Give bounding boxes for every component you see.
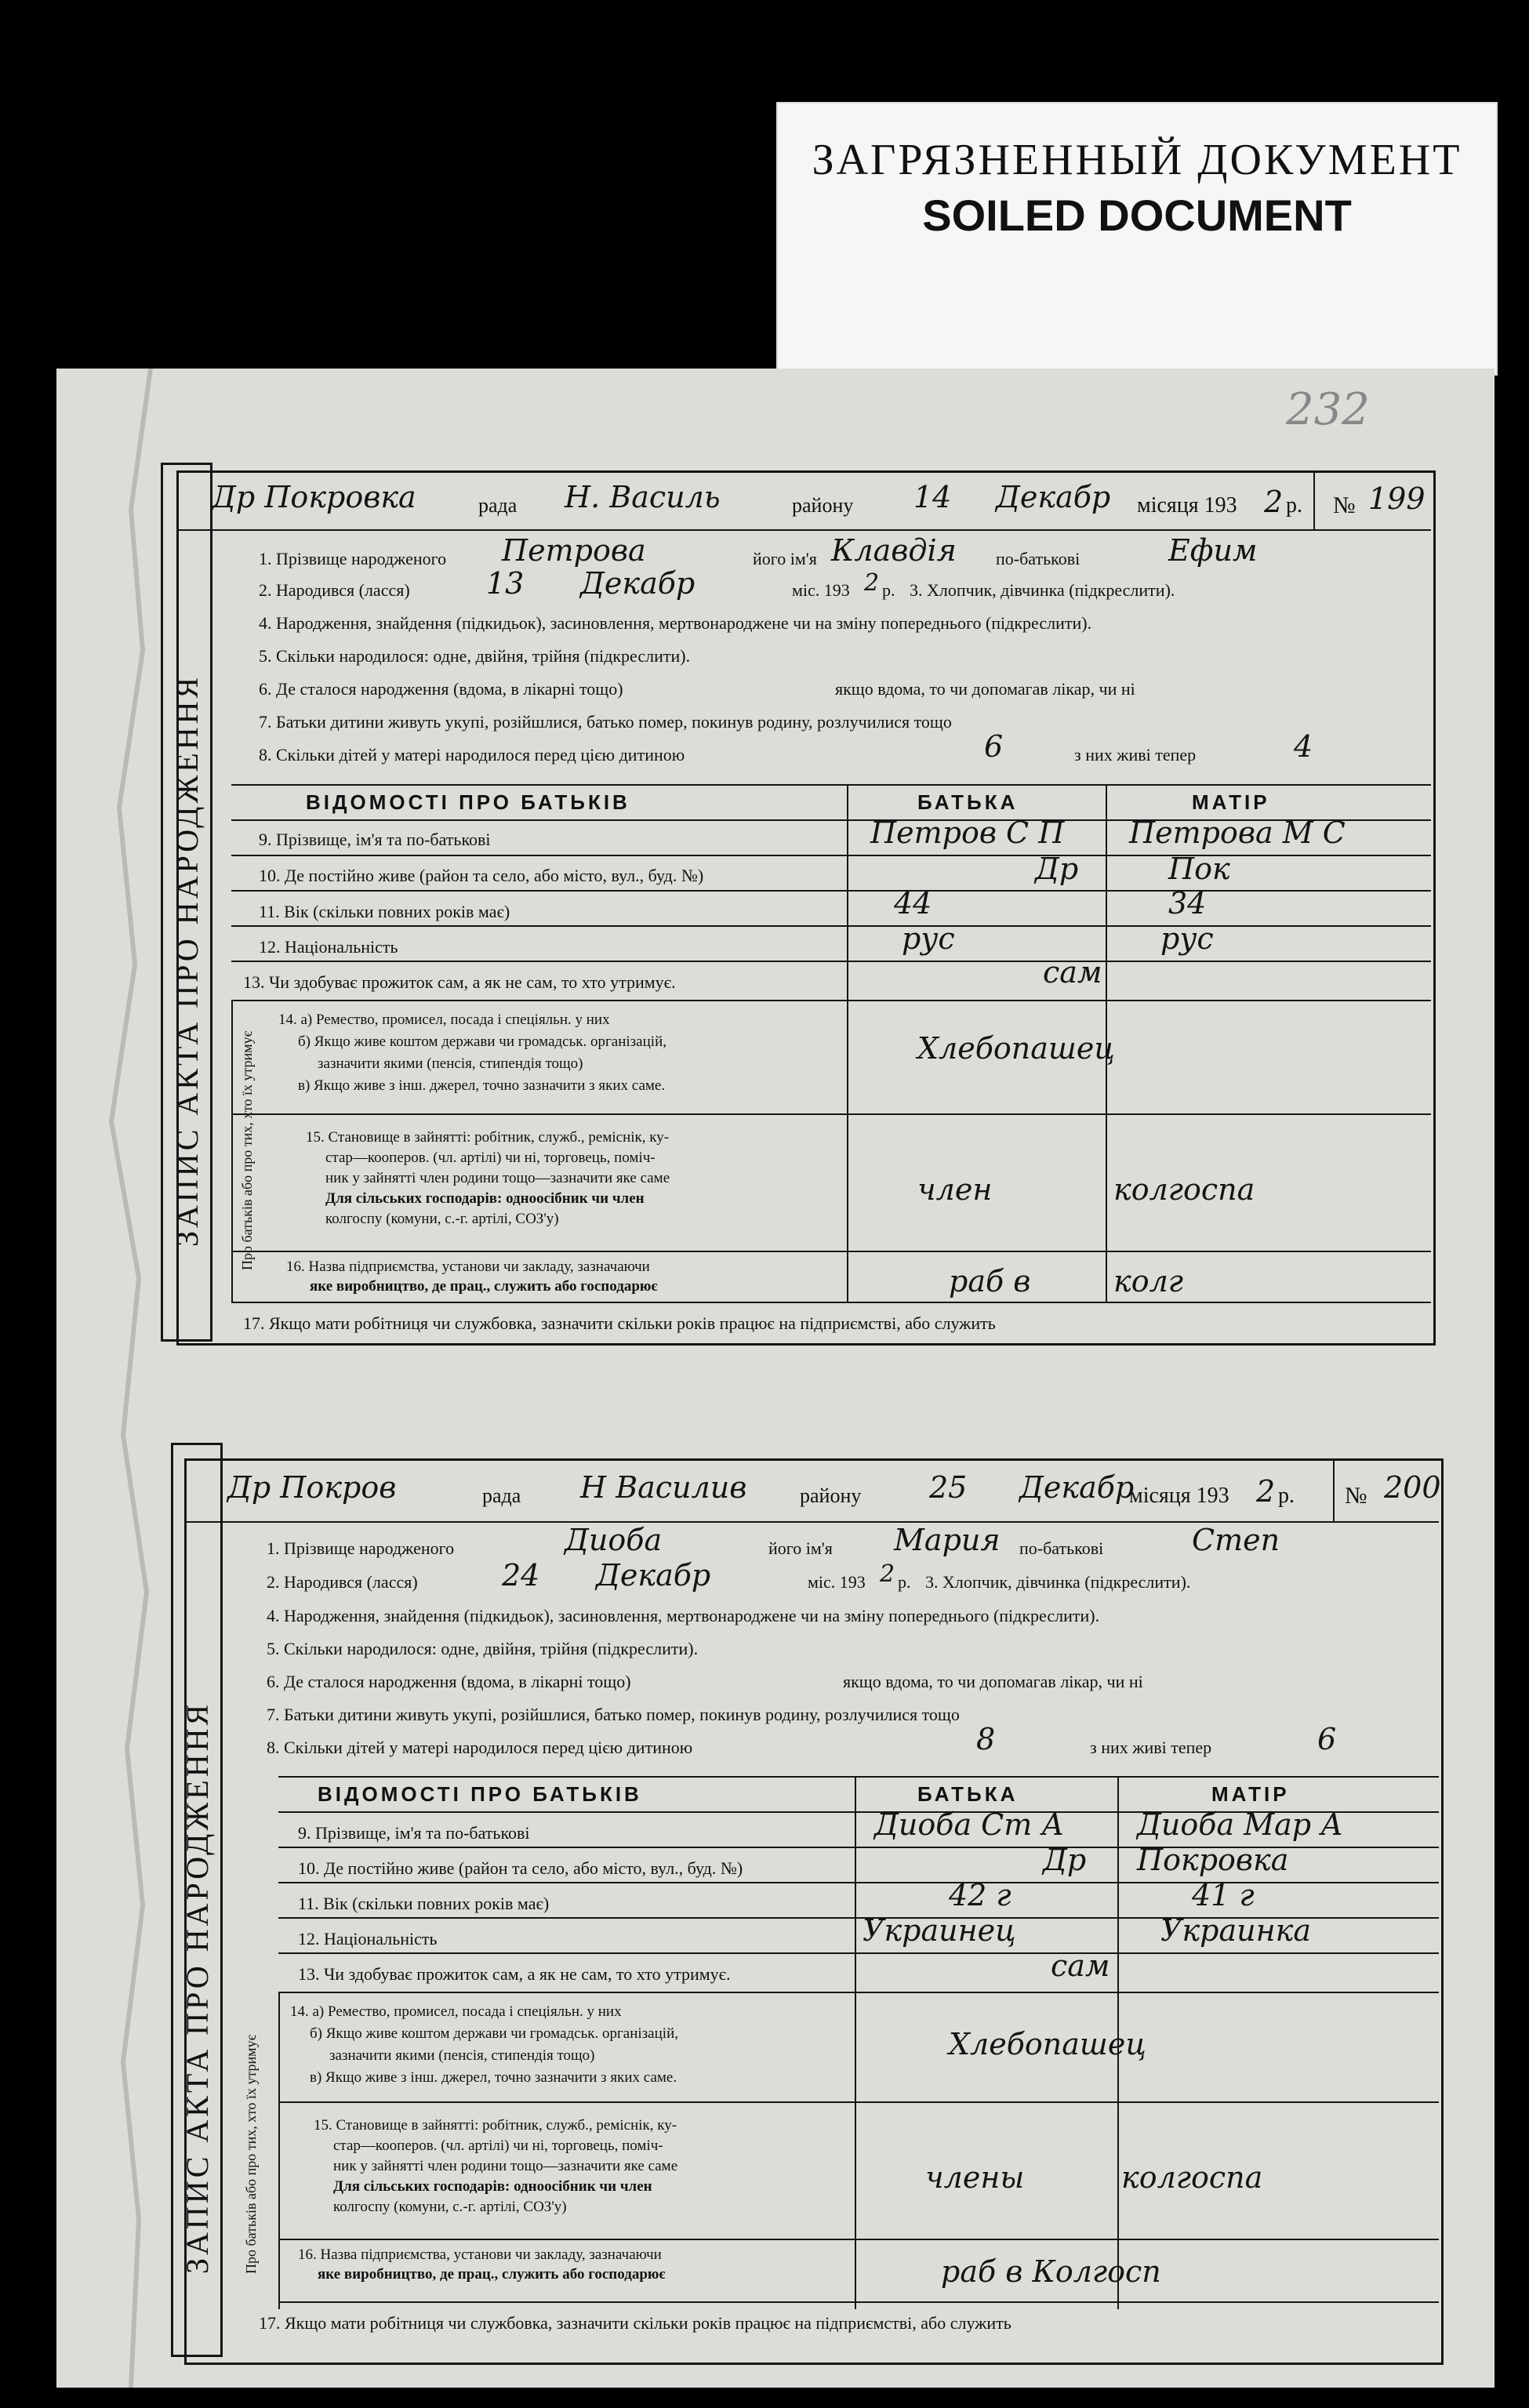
row10: 10. Де постійно живе (район та село, або місто, вул., буд. №) [298, 1858, 743, 1878]
father-workplace: раб в [949, 1264, 1031, 1298]
table-head-father: БАТЬКА [917, 790, 1019, 814]
row15d: Для сільських господарів: одноосібник чи член [333, 2178, 652, 2195]
l1b: його ім'я [753, 549, 817, 568]
l8b: з них живі тепер [1090, 1738, 1212, 1757]
row9: 9. Прізвище, ім'я та по-батькові [298, 1823, 530, 1843]
mother-status: колгоспа [1113, 1172, 1255, 1207]
soiled-document-label [776, 102, 1498, 376]
row14b: б) Якщо живе коштом держави чи громадськ. організацій, [310, 2025, 678, 2042]
father-status: член [917, 1172, 993, 1207]
side-small: Про батьків або про тих, хто їх утримує [239, 1030, 255, 1270]
mother-age: 34 [1168, 886, 1207, 921]
l5: 5. Скільки народилося: одне, двійня, трійня (підкреслити). [267, 1639, 699, 1658]
dob-month: Декабр [596, 1558, 711, 1593]
raion-word: району [792, 494, 854, 517]
given-name: Клавдія [831, 533, 957, 568]
side-title: ЗАПИС АКТА ПРО НАРОДЖЕННЯ [180, 1701, 215, 2274]
surname: Петрова [502, 533, 646, 568]
l1c: по-батькові [1019, 1538, 1104, 1558]
record-number: 200 [1384, 1470, 1441, 1505]
dob-day: 13 [486, 566, 525, 601]
l1c: по-батькові [996, 549, 1080, 568]
row14d: в) Якщо живе з інш. джерел, точно зазначити з яких саме. [310, 2069, 677, 2086]
support: сам [1051, 1949, 1110, 1983]
row15e: колгоспу (комуни, с.-г. артілі, СОЗ'у) [325, 1211, 559, 1227]
month-word: місяця 193 [1137, 493, 1237, 518]
row15b: стар—кооперов. (чл. артілі) чи ні, торговець, поміч- [333, 2137, 663, 2154]
row14b: б) Якщо живе коштом держави чи громадськ. організацій, [298, 1033, 666, 1050]
row16a: 16. Назва підприємства, установи чи закладу, зазначаючи [298, 2246, 662, 2263]
record-number: 199 [1368, 481, 1425, 516]
row13: 13. Чи здобуває прожиток сам, а як не сам, то хто утримує. [298, 1964, 731, 1984]
village: Др Покровка [212, 480, 416, 514]
row15c: ник у зайнятті член родини тощо—зазначити яке саме [333, 2158, 678, 2174]
children-alive: 4 [1294, 729, 1313, 764]
row16a: 16. Назва підприємства, установи чи закладу, зазначаючи [286, 1258, 650, 1275]
table-head-left: ВІДОМОСТІ ПРО БАТЬКІВ [306, 790, 630, 814]
row16b: яке виробництво, де прац., служить або господарює [310, 1278, 658, 1295]
l3: 3. Хлопчик, дівчинка (підкреслити). [910, 580, 1175, 600]
row17: 17. Якщо мати робітниця чи службовка, зазначити скільки років працює на підприємстві, або служить [243, 1313, 996, 1333]
l5: 5. Скільки народилося: одне, двійня, трійня (підкреслити). [259, 646, 691, 666]
father-occupation: Хлебопашец [917, 1031, 1115, 1066]
row14a: 14. а) Ремество, промисел, посада і спеціяльн. у них [278, 1012, 610, 1028]
surname: Диоба [565, 1523, 663, 1557]
mother-workplace: колг [1113, 1264, 1183, 1298]
father-name: Диоба Ст А [874, 1807, 1065, 1842]
mother-nat: Украинка [1160, 1913, 1311, 1948]
father-name: Петров С П [870, 815, 1065, 850]
l7: 7. Батьки дитини живуть укупі, розійшлися, батько помер, покинув родину, розлучилися тощо [267, 1705, 960, 1724]
village: Др Покров [227, 1470, 397, 1505]
dob-year: 2 [864, 569, 880, 597]
given-name: Мария [894, 1523, 1001, 1557]
row17: 17. Якщо мати робітниця чи службовка, зазначити скільки років працює на підприємстві, або служить [259, 2313, 1011, 2333]
l3: 3. Хлопчик, дівчинка (підкреслити). [925, 1572, 1191, 1592]
side-title: ЗАПИС АКТА ПРО НАРОДЖЕННЯ [169, 674, 205, 1247]
l2: 2. Народився (ласся) [259, 580, 410, 600]
row14a: 14. а) Ремество, промисел, посада і спеціяльн. у них [290, 2003, 622, 2020]
l4: 4. Народження, знайдення (підкидьок), засиновлення, мертвонароджене чи на зміну попереднього (підкреслити). [259, 613, 1092, 633]
father-place: Др [1035, 852, 1079, 886]
record-number-label: № [1345, 1483, 1367, 1509]
r-label: р. [1278, 1484, 1295, 1508]
row13: 13. Чи здобуває прожиток сам, а як не сам, то хто утримує. [243, 972, 676, 992]
rada-word: рада [478, 494, 518, 517]
l7: 7. Батьки дитини живуть укупі, розійшлися, батько помер, покинув родину, розлучилися тощо [259, 712, 952, 732]
l8: 8. Скільки дітей у матері народилося перед цією дитиною [267, 1738, 693, 1757]
month-word: місяця 193 [1129, 1484, 1229, 1508]
rada-word: рада [482, 1484, 521, 1507]
l1: 1. Прізвище народженого [267, 1538, 455, 1558]
father-place: Др [1043, 1843, 1087, 1877]
dob-year: 2 [880, 1560, 895, 1588]
mother-name: Петрова М С [1129, 815, 1346, 850]
mother-nat: рус [1160, 921, 1214, 956]
table-head-mother: МАТІР [1211, 1782, 1290, 1806]
rada-name: Н. Василь [565, 480, 721, 514]
l2b: міс. 193 [792, 580, 850, 600]
father-nat: Украинец [863, 1913, 1016, 1948]
reg-month: Декабр [1019, 1470, 1135, 1505]
l6b: якщо вдома, то чи допомагав лікар, чи ні [843, 1672, 1143, 1691]
row15a: 15. Становище в зайнятті: робітник, служб., реміснік, ку- [314, 2117, 677, 2134]
father-age: 42 г [949, 1878, 1011, 1912]
row12: 12. Національність [298, 1929, 438, 1949]
l8b: з них живі тепер [1074, 745, 1197, 765]
dob-month: Декабр [580, 566, 695, 601]
l2: 2. Народився (ласся) [267, 1572, 418, 1592]
row14c: зазначити якими (пенсія, стипендія тощо) [318, 1055, 583, 1072]
row10: 10. Де постійно живе (район та село, або місто, вул., буд. №) [259, 866, 704, 885]
row15d: Для сільських господарів: одноосібник чи член [325, 1190, 645, 1207]
l6b: якщо вдома, то чи допомагав лікар, чи ні [835, 679, 1135, 699]
r-label: р. [1286, 493, 1302, 518]
row15c: ник у зайнятті член родини тощо—зазначити яке саме [325, 1170, 670, 1186]
row11: 11. Вік (скільки повних років має) [298, 1894, 550, 1913]
children-alive: 6 [1317, 1722, 1337, 1756]
row14d: в) Якщо живе з інш. джерел, точно зазначити з яких саме. [298, 1077, 666, 1094]
reg-day: 25 [929, 1470, 968, 1505]
father-workplace: раб в Колгосп [941, 2254, 1161, 2289]
mother-age: 41 г [1192, 1878, 1255, 1912]
mother-name: Диоба Мар А [1137, 1807, 1343, 1842]
l6: 6. Де сталося народження (вдома, в лікарні тощо) [259, 679, 623, 699]
page-number: 232 [1286, 384, 1370, 435]
l1: 1. Прізвище народженого [259, 549, 447, 568]
mother-place: Покровка [1137, 1843, 1289, 1877]
patronymic: Степ [1192, 1523, 1280, 1557]
l4: 4. Народження, знайдення (підкидьок), засиновлення, мертвонароджене чи на зміну попереднього (підкреслити). [267, 1606, 1100, 1625]
row14c: зазначити якими (пенсія, стипендія тощо) [329, 2047, 595, 2064]
children-before: 8 [976, 1722, 996, 1756]
mother-status: колгоспа [1121, 2160, 1263, 2195]
father-nat: рус [902, 921, 955, 956]
row15b: стар—кооперов. (чл. артілі) чи ні, торговець, поміч- [325, 1150, 656, 1166]
l2c: р. [898, 1572, 911, 1592]
table-head-left: ВІДОМОСТІ ПРО БАТЬКІВ [318, 1782, 642, 1806]
father-occupation: Хлебопашец [949, 2027, 1146, 2061]
dob-day: 24 [502, 1558, 540, 1593]
label-ru: ЗАГРЯЗНЕННЫЙ ДОКУМЕНТ [812, 136, 1462, 184]
patronymic: Ефим [1168, 533, 1258, 568]
father-age: 44 [894, 886, 932, 921]
table-head-mother: МАТІР [1192, 790, 1270, 814]
row16b: яке виробництво, де прац., служить або господарює [318, 2266, 666, 2283]
row12: 12. Національність [259, 937, 398, 957]
support: сам [1043, 955, 1102, 990]
raion-word: району [800, 1484, 862, 1507]
record-number-label: № [1333, 492, 1356, 518]
l8: 8. Скільки дітей у матері народилося перед цією дитиною [259, 745, 685, 765]
reg-day: 14 [913, 480, 952, 514]
father-status: члены [925, 2160, 1025, 2195]
l6: 6. Де сталося народження (вдома, в лікарні тощо) [267, 1672, 631, 1691]
label-en: SOILED DOCUMENT [922, 191, 1352, 240]
reg-month: Декабр [996, 480, 1111, 514]
table-head-father: БАТЬКА [917, 1782, 1019, 1806]
row11: 11. Вік (скільки повних років має) [259, 902, 510, 921]
reg-year: 2 [1264, 485, 1284, 519]
reg-year: 2 [1256, 1474, 1276, 1509]
rada-name: Н Василив [580, 1470, 747, 1505]
row15e: колгоспу (комуни, с.-г. артілі, СОЗ'у) [333, 2199, 567, 2215]
mother-place: Пок [1168, 852, 1230, 886]
l1b: його ім'я [768, 1538, 833, 1558]
children-before: 6 [984, 729, 1004, 764]
row15a: 15. Становище в зайнятті: робітник, служб., реміснік, ку- [306, 1129, 670, 1146]
row9: 9. Прізвище, ім'я та по-батькові [259, 830, 491, 849]
l2b: міс. 193 [808, 1572, 866, 1592]
side-small: Про батьків або про тих, хто їх утримує [243, 2034, 259, 2274]
l2c: р. [882, 580, 895, 600]
